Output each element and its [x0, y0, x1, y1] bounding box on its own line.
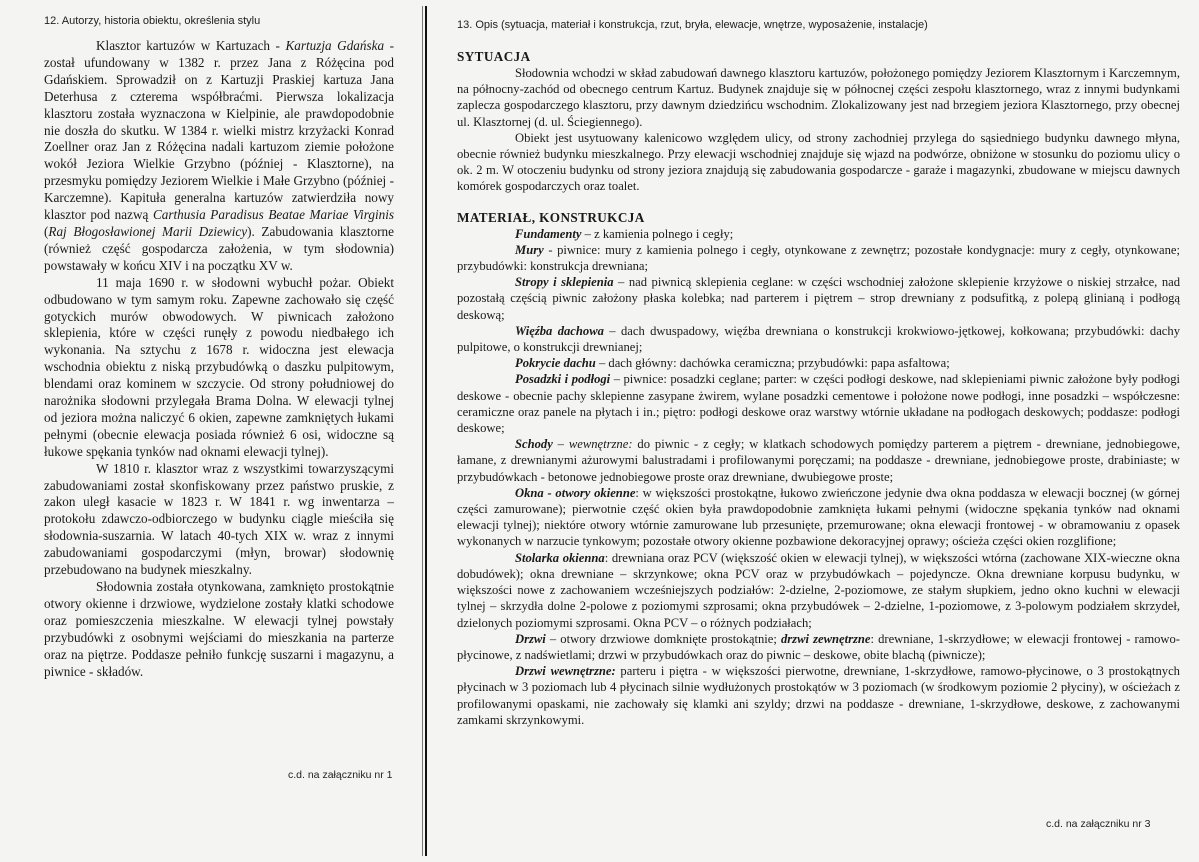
term-label: Stolarka okienna [515, 550, 605, 565]
term-label: Schody [515, 437, 553, 452]
text-run: Raj Błogosławionej Marii Dziewicy [48, 223, 248, 239]
right-page-footer: c.d. na załączniku nr 3 [1046, 818, 1151, 830]
paragraph [44, 275, 394, 461]
paragraph [457, 663, 1180, 728]
section-heading: SYTUACJA [457, 49, 531, 64]
text-run: do piwnic - z cegły; w klatkach schodowych pomiędzy parterem a piętrem - drewniane, jednobiegowe, łamane, z drewnianymi ażurowymi balustradami i profilowanymi poręczami; na poddasze - drewniane, jednobiegowe proste, drabiniaste; w przybudówkach - betonowe jednobiegowe proste oraz drewniane, dwubiegowe proste; [457, 437, 1181, 484]
text-run: wewnętrzne: [568, 437, 633, 452]
text-run: Słodownia wchodzi w skład zabudowań dawnego klasztoru kartuzów, położonego pomiędzy Jeziorem Klasztornym i Karczemnym, na północny-zachód od obecnego centrum Kartuz. Budynek znajduje się w północnej części zespołu klasztornego, wraz z innymi budynkami zaplecza gospodarczego klasztoru, przy dawnym dziedzińcu wschodnim. Zlokalizowany jest nad brzegiem jeziora Klasztornego, przy obecnej ul. Klasztornej (d. ul. Ściegiennego). [457, 66, 1180, 129]
term-label: Drzwi [515, 631, 546, 646]
text-run: Obiekt jest usytuowany kalenicowo względem ulicy, od strony zachodniej przylega do sąsiedniego budynku dawnego młyna, obecnie również budynku mieszkalnego. Przy elewacji wschodniej znajduje się wjazd na podwórze, obniżone w stosunku do poziomu ulicy o ok. 2 m. W otoczeniu budynku od strony jeziora znajdują się zabudowania gospodarcze - garaże i magazynki, zbudowane w miejscu dawnych komórek gospodarczych oraz toalet. [457, 130, 1180, 194]
paragraph [457, 631, 1180, 663]
term-label: Więźba dachowa [515, 323, 604, 338]
paragraph [44, 461, 394, 579]
left-page-body [44, 38, 394, 680]
term-label: Mury [515, 242, 544, 257]
text-run: ( [44, 223, 49, 239]
paragraph [457, 130, 1180, 195]
text-run: Klasztor kartuzów w Kartuzach - [96, 38, 286, 53]
term-label: Drzwi wewnętrzne: [515, 664, 616, 679]
text-run: : drewniane, 1-skrzydłowe; w elewacji frontowej - ramowo-płycinowe, z nadświetlami; drzwi w przybudówkach oraz do piwnic – deskowe, obite blachą (piwnicze); [457, 631, 1181, 662]
section-heading: MATERIAŁ, KONSTRUKCJA [457, 209, 645, 225]
paragraph [457, 65, 1180, 130]
text-run: – dach dwuspadowy, więźba drewniana o konstrukcji krokwiowo-jętkowej, kołkowana; przybudówki: dachy pulpitowe, o konstrukcji drewnianej; [457, 323, 1180, 355]
page-fold-line [425, 6, 427, 856]
term-label: Posadzki i podłogi [515, 372, 611, 387]
page-fold-shadow [422, 6, 423, 856]
text-run: Słodownia została otynkowana, zamknięto prostokątnie otwory okienne i drzwiowe, wydzielone zostały klatki schodowe oraz pomieszczenia mieszkalne. W elewacji tylnej powstały przybudówki z osobnymi wejściami do mieszkania na parterze oraz na piętrze. Poddasze pełniło funkcję suszarni i magazynu, a piwnice - składów. [44, 579, 394, 679]
paragraph [457, 242, 1180, 274]
text-run: : w większości prostokątne, łukowo zwieńczone jedynie dwa okna poddasza w elewacji bocznej (w górnej części zamurowane); pierwotnie część okien była prawdopodobnie zamknięta łukami pełnymi (widoczne spękania tynków nad oknami elewacji tylnej); niektóre otwory wtórnie zamurowane lub przesunięte, przemurowane; okna elewacji frontowej - w obramowaniu z opasek wykonanych w narzucie tynkowym; pozostałe otwory okienne pozbawione dekoracyjnej oprawy; ościeża części okien rozglifione; [457, 485, 1180, 549]
text-run: - piwnice: mury z kamienia polnego i cegły, otynkowane z zewnętrz; pozostałe kondygnacje: mury z cegły, otynkowane; przybudówki: konstrukcja drewniana; [457, 242, 1180, 274]
text-run: – otwory drzwiowe domknięte prostokątnie; [545, 631, 781, 646]
paragraph [44, 38, 394, 275]
term-label: Stropy i sklepienia [515, 275, 614, 290]
paragraph [44, 579, 394, 680]
left-page-footer: c.d. na załączniku nr 1 [288, 769, 393, 781]
paragraph [457, 371, 1180, 436]
text-run: – [552, 437, 569, 452]
text-run: Kartuzja Gdańska [285, 38, 385, 53]
text-run: – z kamienia polnego i cegły; [581, 226, 734, 241]
text-run: – dach główny: dachówka ceramiczna; przybudówki: papa asfaltowa; [595, 356, 950, 371]
paragraph [457, 355, 1180, 371]
text-run: – piwnice: posadzki ceglane; parter: w części podłogi deskowe, nad sklepieniami piwnic założone były podłogi deskowe - obecnie pachy sklepienne zasypane żwirem, wylane posadzki cementowe i położone nowe podłogi, inne posadzki – współczesne: ceramiczne oraz panele na płytach i in.; piętro: podłogi deskowe oraz warstwy wtórnie układane na podłogach deskowych; poddasze: podłogi deskowe; [457, 372, 1181, 436]
text-run: W 1810 r. klasztor wraz z wszystkimi towarzyszącymi zabudowaniami został skonfiskowany przez państwo pruskie, z zakon uległ kasacie w 1823 r. W 1841 r. wg inwentarza – protokołu zdawczo-odbiorczego w budynku ciągle mieściła się słodownia-suszarnia. W latach 40-tych XIX w. wraz z innymi zabudowaniami gospodarczymi (młyn, browar) słodownię przebudowano na budynek mieszkalny. [44, 460, 394, 578]
right-page-body [457, 48, 1180, 728]
paragraph [457, 226, 1180, 242]
text-run: Carthusia Paradisus Beatae Mariae Virginis [152, 207, 394, 223]
paragraph [457, 550, 1180, 631]
text-run: - został ufundowany w 1382 r. przez Jana z Różęcina pod Gdańskiem. Sprowadził on z Kartuzji Praskiej kartuza Jana Deterhusa z czterema współbraćmi. Pierwsza lokalizacja klasztoru została wyznaczona w Kielpinie, ale prawdopodobnie nie doszła do skutku. W 1384 r. wielki mistrz krzyżacki Konrad Zoellner oraz Jan z Różęcina nadali kartuzom ziemie położone wokół Jeziora Wielkie Grzybno (później - Klasztorne), na przesmyku pomiędzy Jeziorem Wielkie i Małe Grzybno (później - Karczemne). Kapituła generalna kartuzów zatwierdziła nowy klasztor pod nazwą [44, 38, 394, 223]
left-page-header: 12. Autorzy, historia obiektu, określenia stylu [44, 15, 261, 27]
text-run: 11 maja 1690 r. w słodowni wybuchł pożar. Obiekt odbudowano w tym samym roku. Zapewne zachowało się część gotyckich murów obwodowych. W piwnicach założono sklepienia, które w części runęły z powodu niedbałego ich wykonania. Na sztychu z 1678 r. widoczna jest elewacja wschodnia obiektu z niską przybudówką o daszku pulpitowym, blendami oraz kominem w szczycie. Od strony południowej do narożnika słodowni przylegała Brama Dolna. W elewacji tylnej od jeziora można naliczyć 6 okien, zapewne zamkniętych łukami pełnymi (obecnie elewacja posiada również 6 osi, widoczne są łukowe spękania tynków nad oknami elewacji tylnej). [44, 274, 394, 459]
term-label: Pokrycie dachu [515, 356, 596, 371]
term-label: drzwi zewnętrzne [780, 631, 871, 646]
text-run: : drewniana oraz PCV (większość okien w elewacji tylnej), w większości wtórna (zachowane XIX-wieczne okna dobudówek); okna drewniane – skrzynkowe; okna PCV oraz w przybudówkach – pojedyncze. Okna drewniane korpusu budynku, w większości nowe z zachowaniem wcześniejszych podziałów: 2-dzielne, 2-poziomowe, ze stałym słupkiem, jedno okno kuchni w elewacji tylnej – skrzydła dolne 2-polowe z poziomymi szprosami; okna przybudówek – 2-dzielne, 1-poziomowe, z 3-polowym podziałem skrzydeł, dzielonych poziomymi szprosami. Okna PCV – o różnych podziałach; [457, 550, 1180, 630]
right-page-header: 13. Opis (sytuacja, materiał i konstrukcja, rzut, bryła, elewacje, wnętrze, wyposażenie, instalacje) [457, 19, 928, 31]
text-run: ). Zabudowania klasztorne (również część gospodarcza założenia, w tym słodownia) powstawały w końcu XIV i na początku XV w. [44, 223, 395, 273]
text-run: parteru i piętra - w większości pierwotne, drewniane, 1-skrzydłowe, ramowo-płycinowe, o 3 prostokątnych płycinach w 3 poziomach lub 4 płycinach silnie wydłużonych prostokątów w 3 poziomach (w środkowym poziomie 2 płyciny), w ościeżach z profilowanymi opaskami, nie zachowały się klamki ani szyldy; drzwi na poddasze - drewniane, 1-skrzydłowe, deskowe, z zachowanymi zamkami skrzynkowymi. [457, 664, 1180, 727]
term-label: Fundamenty [515, 226, 582, 241]
term-label: Okna - otwory okienne [515, 485, 636, 500]
paragraph [457, 274, 1180, 323]
paragraph [457, 485, 1180, 550]
paragraph [457, 323, 1180, 355]
text-run: – nad piwnicą sklepienia ceglane: w części wschodniej założone sklepienie krzyżowe o niskiej strzałce, nad pozostałą częścią piwnic założony płaska kolebka; nad parterem i piętrem – strop drewniany z podsufitką, z polepą glinianą i podłogą deskową; [457, 275, 1180, 322]
paragraph [457, 436, 1180, 485]
